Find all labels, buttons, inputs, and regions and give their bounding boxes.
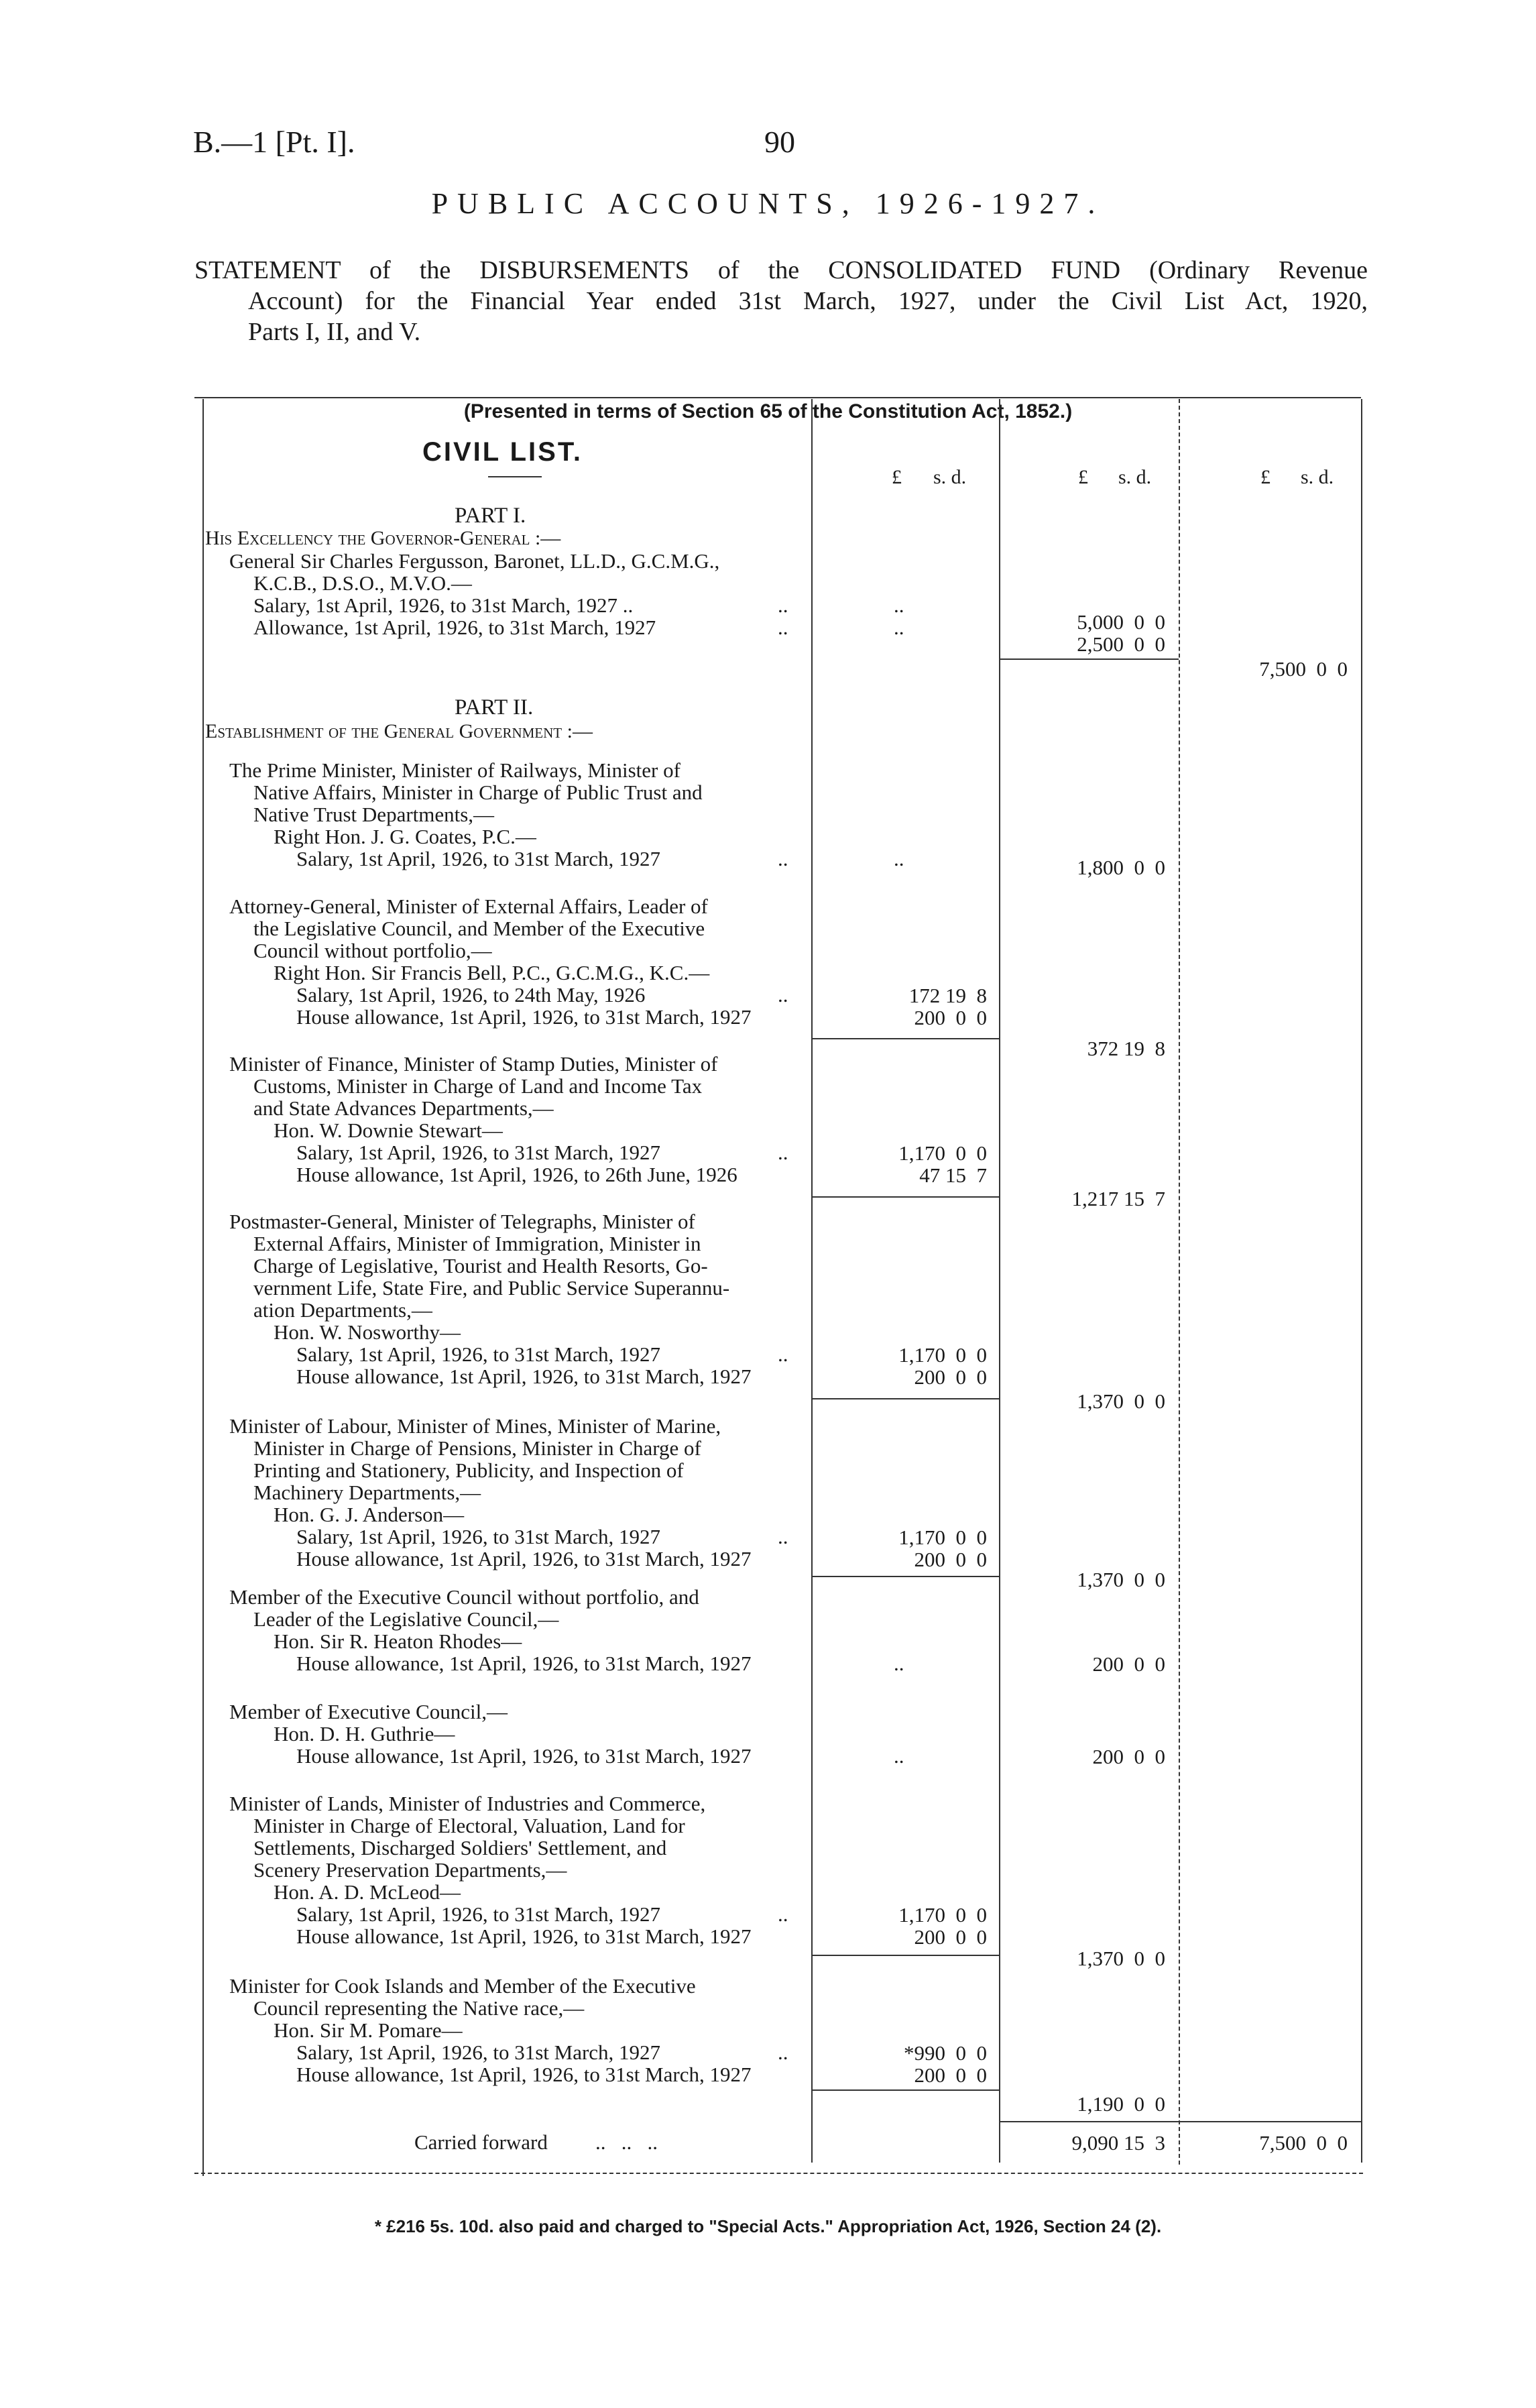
statement-line-1: STATEMENT of the DISBURSEMENTS of the CONSOLIDATED FUND (Ordinary Revenue — [194, 256, 1368, 284]
e5-salary-amount: 1,170 0 0 — [898, 1526, 987, 1549]
e9-line-2: Council representing the Native race,— — [253, 1996, 585, 2020]
e2-salary-label: Salary, 1st April, 1926, to 24th May, 1926 — [296, 983, 646, 1007]
e9-salary-dots: .. — [778, 2041, 788, 2064]
e3-salary-dots: .. — [778, 1141, 788, 1164]
civil-list-heading: CIVIL LIST. — [422, 437, 583, 467]
e5-salary-dots: .. — [778, 1525, 788, 1548]
part-1-title: PART I. — [455, 504, 526, 528]
carried-forward-dots: .. .. .. — [595, 2130, 658, 2154]
e9-house-label: House allowance, 1st April, 1926, to 31st March, 1927 — [296, 2063, 752, 2086]
e1-line-2: Native Affairs, Minister in Charge of Public Trust and — [253, 781, 703, 804]
part-2-title: PART II. — [455, 695, 534, 720]
e3-salary-label: Salary, 1st April, 1926, to 31st March, 1927 — [296, 1141, 661, 1164]
e2-salary-amount: 172 19 8 — [908, 984, 987, 1007]
e7-line-1: Member of Executive Council,— — [229, 1700, 508, 1723]
e4-subtotal-rule — [813, 1398, 999, 1399]
e4-line-2: External Affairs, Minister of Immigration, Minister in — [253, 1232, 701, 1255]
e3-house-amount: 47 15 7 — [919, 1163, 987, 1187]
e8-salary-dots: .. — [778, 1902, 788, 1926]
col1-sd-head: s. d. — [933, 466, 967, 488]
table-bottom-rule — [194, 2173, 1363, 2174]
e2-salary-dots: .. — [778, 983, 788, 1007]
table-right-border — [1361, 399, 1362, 2163]
e3-line-1: Minister of Finance, Minister of Stamp Duties, Minister of — [229, 1052, 718, 1076]
part-1-person-line-2: K.C.B., D.S.O., M.V.O.— — [253, 571, 472, 595]
part-1-total: 7,500 0 0 — [1259, 657, 1348, 681]
e5-house-amount: 200 0 0 — [914, 1548, 987, 1571]
e5-line-1: Minister of Labour, Minister of Mines, Minister of Marine, — [229, 1414, 721, 1438]
part-1-allowance-amount: 2,500 0 0 — [1077, 632, 1165, 656]
e4-salary-amount: 1,170 0 0 — [898, 1343, 987, 1367]
e5-house-label: House allowance, 1st April, 1926, to 31st March, 1927 — [296, 1547, 752, 1570]
e4-line-3: Charge of Legislative, Tourist and Health Resorts, Go- — [253, 1254, 708, 1277]
part-1-person-line-1: General Sir Charles Fergusson, Baronet, LL.D., G.C.M.G., — [229, 549, 720, 573]
col2-sd-head: s. d. — [1118, 466, 1152, 488]
col-1-border — [811, 399, 813, 2163]
e9-name: Hon. Sir M. Pomare— — [274, 2018, 463, 2042]
e3-line-2: Customs, Minister in Charge of Land and Income Tax — [253, 1074, 703, 1098]
e5-line-4: Machinery Departments,— — [253, 1481, 481, 1504]
e4-line-5: ation Departments,— — [253, 1298, 432, 1322]
part-1-office: His Excellency the Governor-General :— — [205, 527, 561, 549]
e3-total: 1,217 15 7 — [1071, 1187, 1165, 1210]
e4-line-1: Postmaster-General, Minister of Telegraphs, Minister of — [229, 1210, 695, 1233]
statement-line-3: Parts I, II, and V. — [248, 318, 421, 346]
e8-name: Hon. A. D. McLeod— — [274, 1880, 461, 1904]
col2-pound-head: £ — [1078, 466, 1088, 488]
e1-line-3: Native Trust Departments,— — [253, 803, 495, 826]
e2-name: Right Hon. Sir Francis Bell, P.C., G.C.M.G., K.C.— — [274, 961, 710, 984]
e6-col1-dots: .. — [894, 1652, 904, 1675]
e4-total: 1,370 0 0 — [1077, 1389, 1165, 1413]
e1-salary-label: Salary, 1st April, 1926, to 31st March, 1927 — [296, 847, 661, 870]
e4-salary-label: Salary, 1st April, 1926, to 31st March, 1927 — [296, 1342, 661, 1366]
col-2-border — [999, 399, 1000, 2163]
carried-forward-col2: 9,090 15 3 — [1071, 2131, 1165, 2155]
e7-total: 200 0 0 — [1092, 1745, 1165, 1768]
part-1-salary-dots: .. — [778, 593, 788, 617]
e7-col1-dots: .. — [894, 1744, 904, 1768]
carried-forward-label: Carried forward — [414, 2130, 548, 2154]
col1-pound-head: £ — [892, 466, 902, 488]
e7-name: Hon. D. H. Guthrie— — [274, 1722, 455, 1745]
e5-line-2: Minister in Charge of Pensions, Minister in Charge of — [253, 1436, 701, 1460]
col3-sd-head: s. d. — [1301, 466, 1334, 488]
e2-line-1: Attorney-General, Minister of External Affairs, Leader of — [229, 895, 708, 918]
part-1-allowance-dots: .. — [778, 616, 788, 639]
e3-house-label: House allowance, 1st April, 1926, to 26th June, 1926 — [296, 1163, 737, 1186]
e4-name: Hon. W. Nosworthy— — [274, 1320, 461, 1344]
e8-salary-amount: 1,170 0 0 — [898, 1903, 987, 1927]
e9-subtotal-rule — [813, 2089, 999, 2091]
table-left-border — [202, 399, 204, 2176]
e1-total: 1,800 0 0 — [1077, 856, 1165, 879]
e8-subtotal-rule — [813, 1955, 999, 1956]
e5-total: 1,370 0 0 — [1077, 1568, 1165, 1591]
e1-line-1: The Prime Minister, Minister of Railways, Minister of — [229, 758, 681, 782]
e8-line-4: Scenery Preservation Departments,— — [253, 1858, 567, 1882]
e9-salary-label: Salary, 1st April, 1926, to 31st March, 1927 — [296, 2041, 661, 2064]
e3-salary-amount: 1,170 0 0 — [898, 1141, 987, 1165]
table-top-rule-right — [201, 397, 1354, 398]
col-3-border — [1179, 399, 1180, 2165]
e2-subtotal-rule — [813, 1038, 999, 1039]
e8-house-label: House allowance, 1st April, 1926, to 31st March, 1927 — [296, 1925, 752, 1948]
e5-salary-label: Salary, 1st April, 1926, to 31st March, 1927 — [296, 1525, 661, 1548]
e2-line-3: Council without portfolio,— — [253, 939, 492, 962]
e9-house-amount: 200 0 0 — [914, 2063, 987, 2087]
e8-line-2: Minister in Charge of Electoral, Valuation, Land for — [253, 1814, 685, 1837]
part-1-col1-dots-2: .. — [894, 616, 904, 639]
document-reference: B.—1 [Pt. I]. — [193, 125, 355, 159]
e2-line-2: the Legislative Council, and Member of the Executive — [253, 917, 705, 940]
e6-total: 200 0 0 — [1092, 1652, 1165, 1676]
e6-line-2: Leader of the Legislative Council,— — [253, 1607, 559, 1631]
e2-house-amount: 200 0 0 — [914, 1006, 987, 1029]
part-1-allowance-label: Allowance, 1st April, 1926, to 31st March, 1927 — [253, 616, 656, 639]
e8-line-1: Minister of Lands, Minister of Industries and Commerce, — [229, 1792, 706, 1815]
e1-col1-dots: .. — [894, 847, 904, 870]
e6-line-1: Member of the Executive Council without portfolio, and — [229, 1585, 699, 1609]
e9-line-1: Minister for Cook Islands and Member of the Executive — [229, 1974, 696, 1998]
carried-forward-col3: 7,500 0 0 — [1259, 2131, 1348, 2155]
e5-line-3: Printing and Stationery, Publicity, and Inspection of — [253, 1458, 684, 1482]
e1-dots: .. — [778, 847, 788, 870]
heading-dash — [488, 476, 542, 477]
e3-subtotal-rule — [813, 1196, 999, 1198]
e8-line-3: Settlements, Discharged Soldiers' Settlement, and — [253, 1836, 667, 1859]
page-title: PUBLIC ACCOUNTS, 1926-1927. — [431, 187, 1105, 220]
col3-pound-head: £ — [1260, 466, 1271, 488]
e4-salary-dots: .. — [778, 1342, 788, 1366]
presented-note: (Presented in terms of Section 65 of the Constitution Act, 1852.) — [463, 400, 1073, 422]
e5-subtotal-rule — [813, 1576, 999, 1577]
carried-forward-rule — [1000, 2121, 1361, 2122]
part-1-salary-label: Salary, 1st April, 1926, to 31st March, 1927 .. — [253, 593, 634, 617]
part-1-subtotal-rule — [1000, 658, 1179, 660]
part-2-office: Establishment of the General Government :— — [205, 720, 593, 742]
e7-house-label: House allowance, 1st April, 1926, to 31st March, 1927 — [296, 1744, 752, 1768]
e6-name: Hon. Sir R. Heaton Rhodes— — [274, 1629, 522, 1653]
e3-line-3: and State Advances Departments,— — [253, 1096, 554, 1120]
e2-house-label: House allowance, 1st April, 1926, to 31st March, 1927 — [296, 1005, 752, 1029]
e4-house-amount: 200 0 0 — [914, 1365, 987, 1389]
statement-heading — [194, 255, 1368, 347]
e8-salary-label: Salary, 1st April, 1926, to 31st March, 1927 — [296, 1902, 661, 1926]
e8-house-amount: 200 0 0 — [914, 1925, 987, 1949]
e8-total: 1,370 0 0 — [1077, 1947, 1165, 1970]
e9-salary-amount: *990 0 0 — [904, 2041, 987, 2065]
e5-name: Hon. G. J. Anderson— — [274, 1503, 465, 1526]
part-1-col1-dots-1: .. — [894, 593, 904, 617]
e4-line-4: vernment Life, State Fire, and Public Service Superannu- — [253, 1276, 730, 1300]
e3-name: Hon. W. Downie Stewart— — [274, 1119, 503, 1142]
e1-name: Right Hon. J. G. Coates, P.C.— — [274, 825, 536, 848]
page-number: 90 — [764, 125, 795, 159]
e2-total: 372 19 8 — [1087, 1037, 1165, 1060]
e6-house-label: House allowance, 1st April, 1926, to 31st March, 1927 — [296, 1652, 752, 1675]
footnote: * £216 5s. 10d. also paid and charged to "Special Acts." Appropriation Act, 1926, Section 24 (2). — [374, 2216, 1162, 2236]
e4-house-label: House allowance, 1st April, 1926, to 31st March, 1927 — [296, 1365, 752, 1388]
part-1-salary-amount: 5,000 0 0 — [1077, 610, 1165, 634]
e9-total: 1,190 0 0 — [1077, 2092, 1165, 2116]
statement-line-2: Account) for the Financial Year ended 31st March, 1927, under the Civil List Act, 1920, — [248, 287, 1368, 315]
